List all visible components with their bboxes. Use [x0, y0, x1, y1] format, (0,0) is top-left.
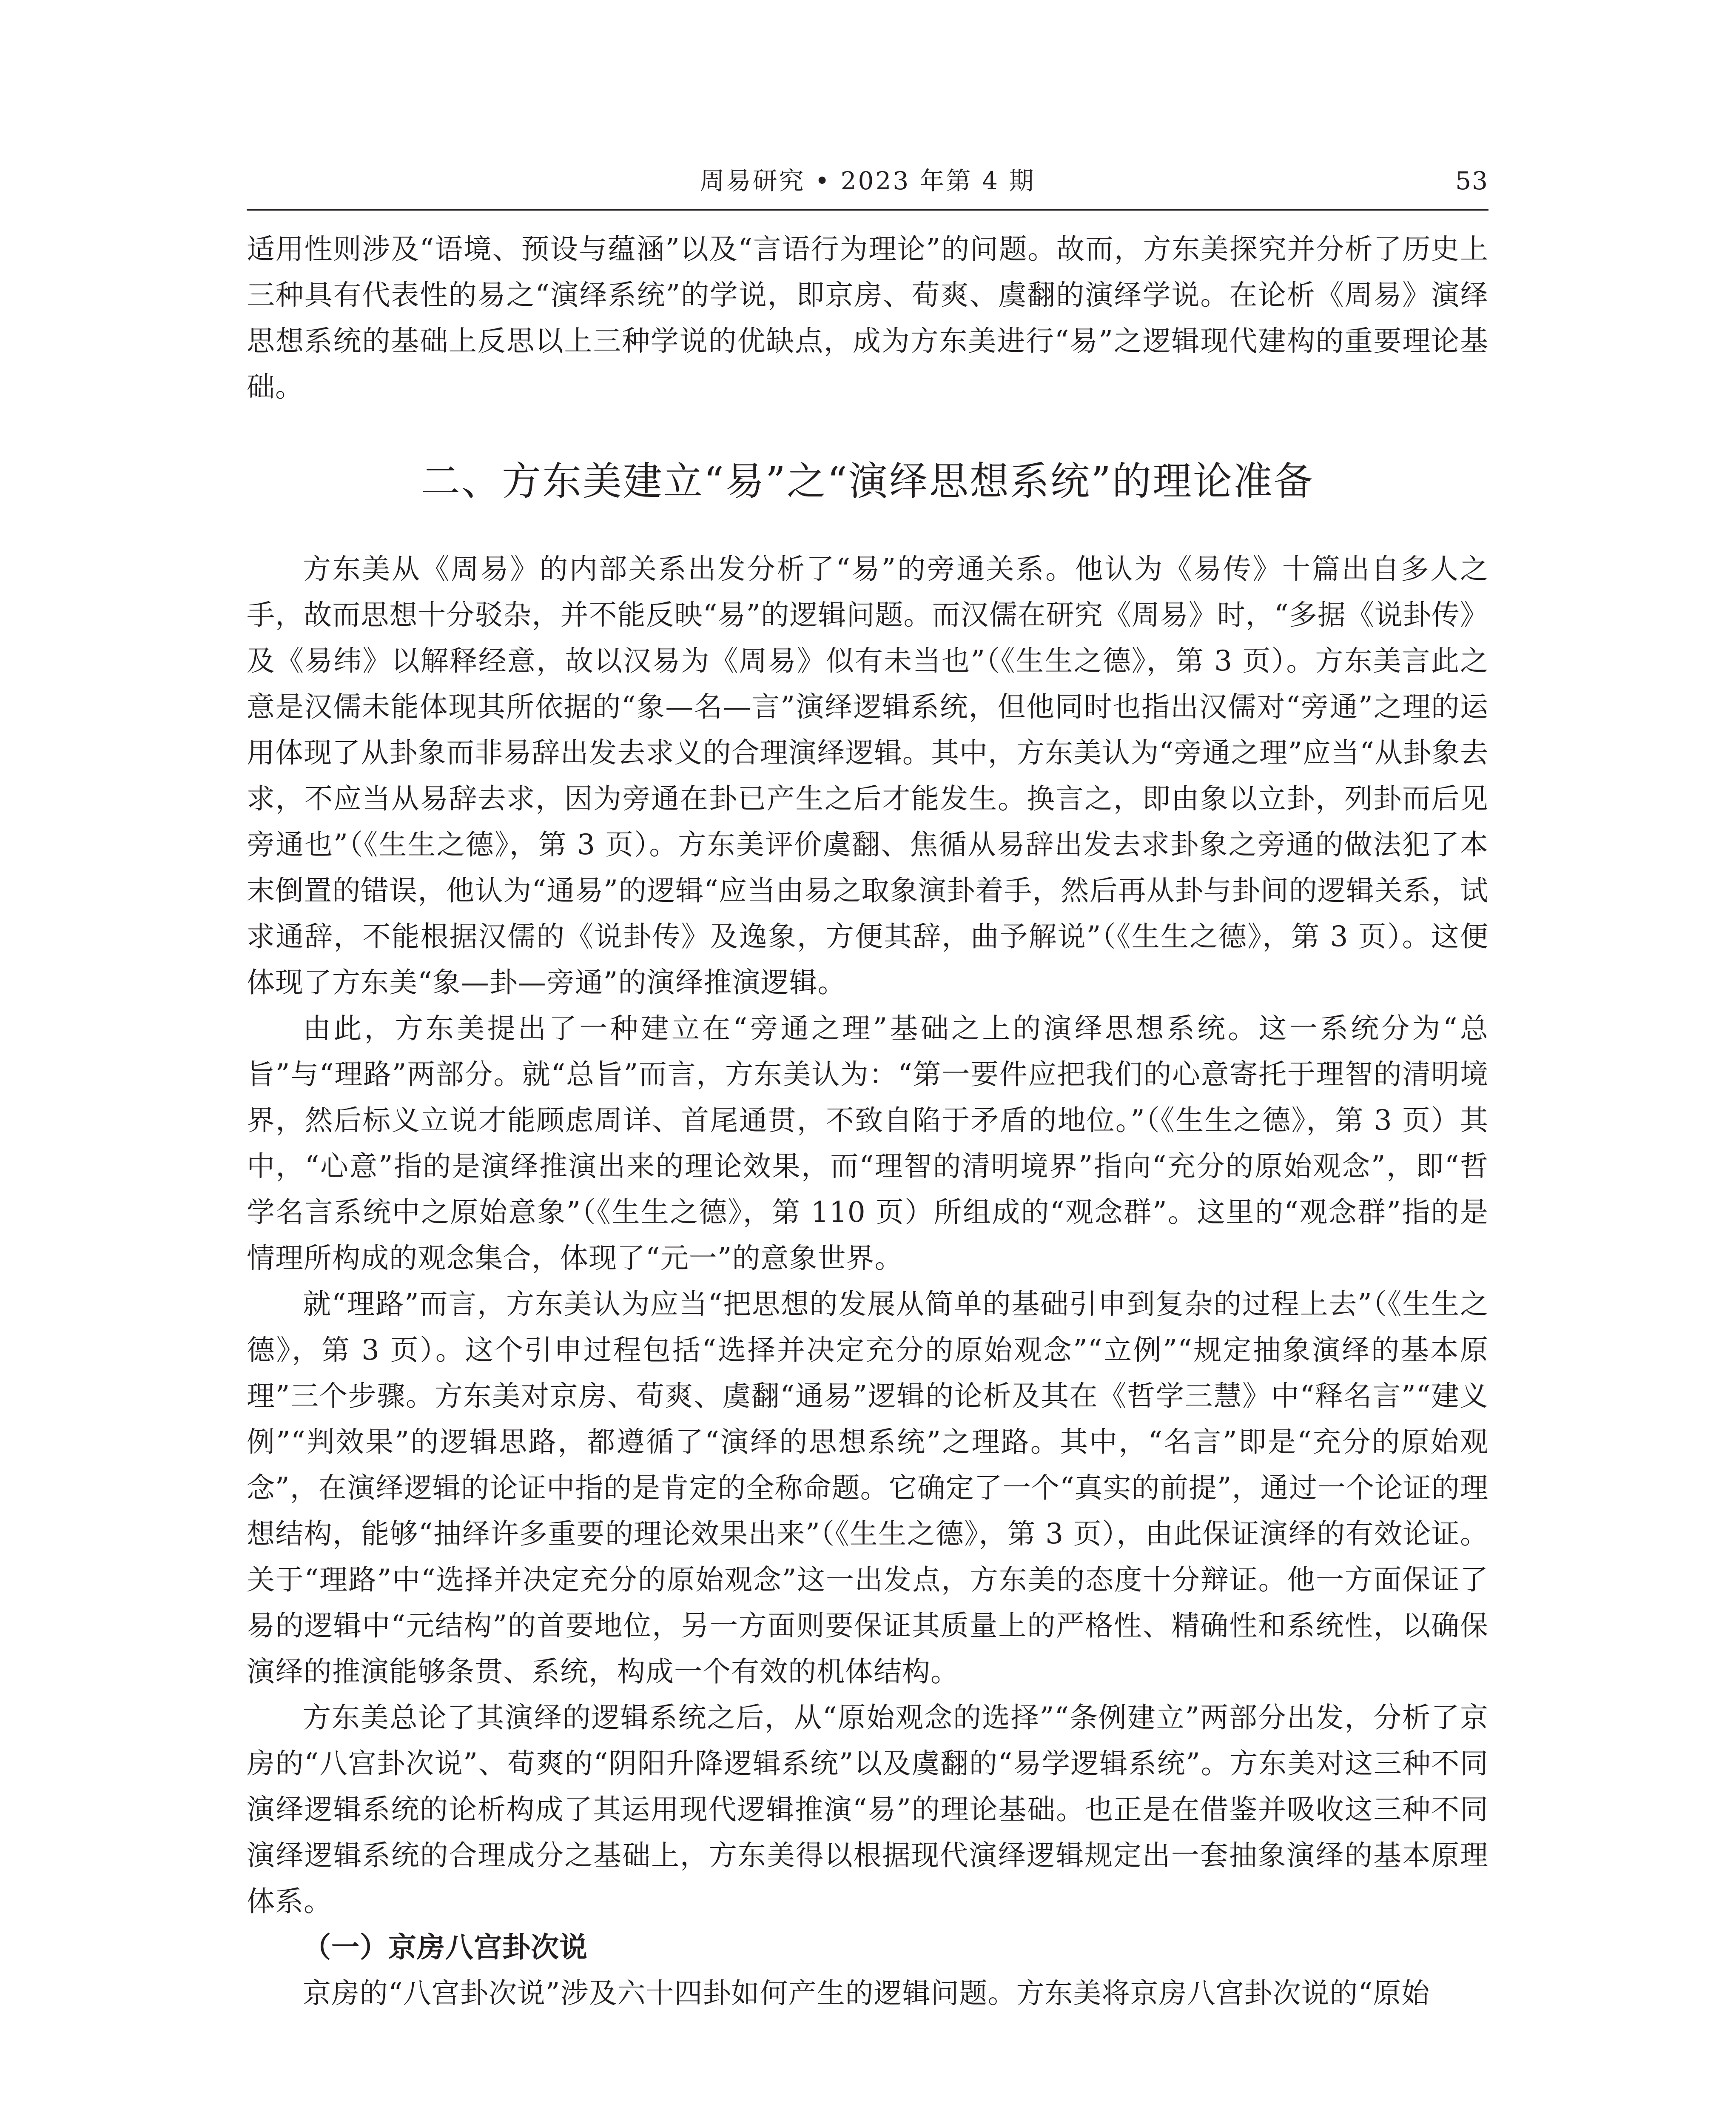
body-paragraph: 方东美从《周易》的内部关系出发分析了“易”的旁通关系。他认为《易传》十篇出自多人之手，故而思想十分驳杂，并不能反映“易”的逻辑问题。而汉儒在研究《周易》时，“多据《说卦传》及《易纬》以解释经意，故以汉易为《周易》似有未当也”（《生生之德》，第 3 页）。方东美言此之意是汉儒未能体现其所依据的“象—名—言”演绎逻辑系统，但他同时也指出汉儒对“旁通”之理的运用体现了从卦象而非易辞出发去求义的合理演绎逻辑。其中，方东美认为“旁通之理”应当“从卦象去求，不应当从易辞去求，因为旁通在卦已产生之后才能发生。换言之，即由象以立卦，列卦而后见旁通也”（《生生之德》，第 3 页）。方东美评价虞翻、焦循从易辞出发去求卦象之旁通的做法犯了本末倒置的错误，他认为“通易”的逻辑“应当由易之取象演卦着手，然后再从卦与卦间的逻辑关系，试求通辞，不能根据汉儒的《说卦传》及逸象，方便其辞，曲予解说”（《生生之德》，第 3 页）。这便体现了方东美“象—卦—旁通”的演绎推演逻辑。 [247, 553, 1488, 999]
article-body [247, 226, 1488, 2016]
body-paragraph: 由此，方东美提出了一种建立在“旁通之理”基础之上的演绎思想系统。这一系统分为“总旨”与“理路”两部分。就“总旨”而言，方东美认为：“第一要件应把我们的心意寄托于理智的清明境界，然后标义立说才能顾虑周详、首尾通贯，不致自陷于矛盾的地位。”（《生生之德》，第 3 页）其中，“心意”指的是演绎推演出来的理论效果，而“理智的清明境界”指向“充分的原始观念”，即“哲学名言系统中之原始意象”（《生生之德》，第 110 页）所组成的“观念群”。这里的“观念群”指的是情理所构成的观念集合，体现了“元一”的意象世界。 [247, 1012, 1488, 1274]
running-title: 周易研究 • 2023 年第 4 期 [700, 166, 1036, 195]
page-number: 53 [1455, 166, 1488, 195]
body-paragraph: 方东美总论了其演绎的逻辑系统之后，从“原始观念的选择”“条例建立”两部分出发，分析了京房的“八宫卦次说”、荀爽的“阴阳升降逻辑系统”以及虞翻的“易学逻辑系统”。方东美对这三种不同演绎逻辑系统的论析构成了其运用现代逻辑推演“易”的理论基础。也正是在借鉴并吸收这三种不同演绎逻辑系统的合理成分之基础上，方东美得以根据现代演绎逻辑规定出一套抽象演绎的基本原理体系。 [247, 1701, 1488, 1918]
subsection-title: （一）京房八宫卦次说 [303, 1931, 588, 1964]
section-title: 二、方东美建立“易”之“演绎思想系统”的理论准备 [421, 459, 1315, 504]
final-paragraph: 京房的“八宫卦次说”涉及六十四卦如何产生的逻辑问题。方东美将京房八宫卦次说的“原始 [303, 1977, 1430, 2010]
body-paragraph: 就“理路”而言，方东美认为应当“把思想的发展从简单的基础引申到复杂的过程上去”（《生生之德》，第 3 页）。这个引申过程包括“选择并决定充分的原始观念”“立例”“规定抽象演绎的基本原理”三个步骤。方东美对京房、荀爽、虞翻“通易”逻辑的论析及其在《哲学三慧》中“释名言”“建义例”“判效果”的逻辑思路，都遵循了“演绎的思想系统”之理路。其中，“名言”即是“充分的原始观念”，在演绎逻辑的论证中指的是肯定的全称命题。它确定了一个“真实的前提”，通过一个论证的理想结构，能够“抽绎许多重要的理论效果出来”（《生生之德》，第 3 页），由此保证演绎的有效论证。关于“理路”中“选择并决定充分的原始观念”这一出发点，方东美的态度十分辩证。他一方面保证了易的逻辑中“元结构”的首要地位，另一方面则要保证其质量上的严格性、精确性和系统性，以确保演绎的推演能够条贯、系统，构成一个有效的机体结构。 [247, 1288, 1488, 1688]
running-head [247, 162, 1488, 208]
header-rule [247, 209, 1488, 211]
continued-paragraph: 适用性则涉及“语境、预设与蕴涵”以及“言语行为理论”的问题。故而，方东美探究并分析了历史上三种具有代表性的易之“演绎系统”的学说，即京房、荀爽、虞翻的演绎学说。在论析《周易》演绎思想系统的基础上反思以上三种学说的优缺点，成为方东美进行“易”之逻辑现代建构的重要理论基础。 [247, 233, 1488, 403]
